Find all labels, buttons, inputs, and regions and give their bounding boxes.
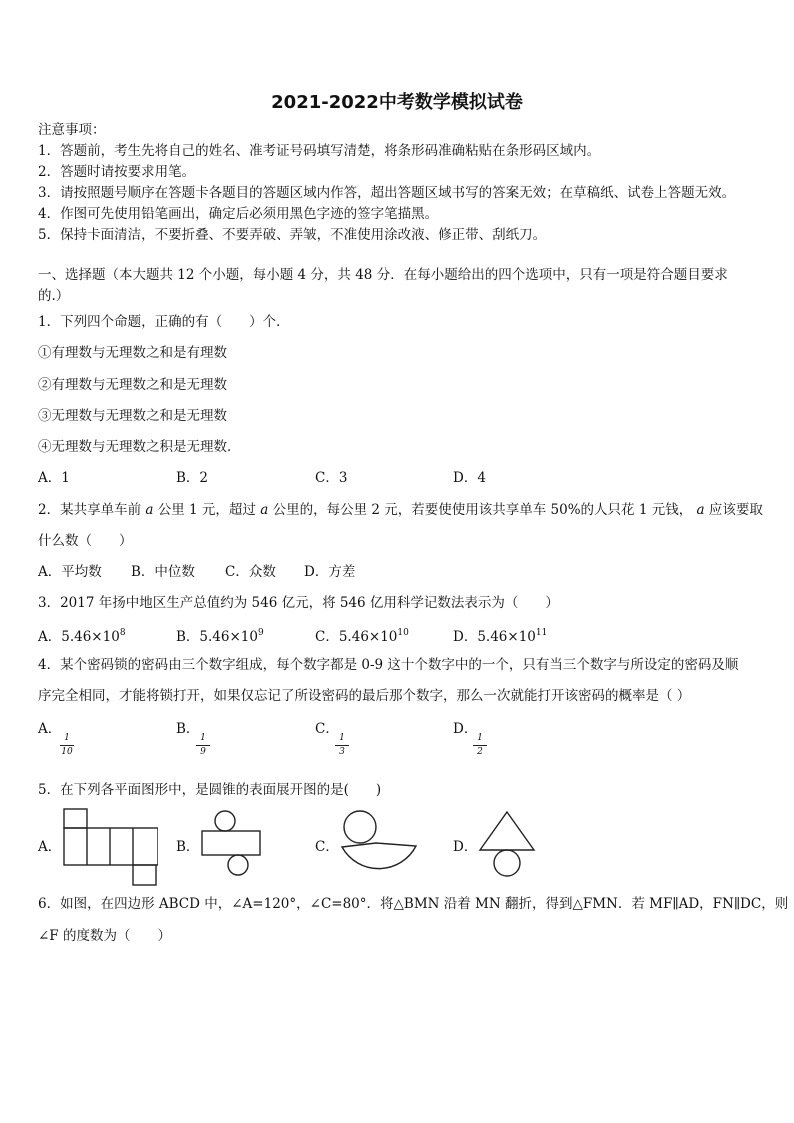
q5-option-b-label: B． <box>176 839 200 855</box>
q3-option-d: D．$5.46\times 10^{11}$ <box>453 628 548 645</box>
q4-option-c-fraction: 1 3 <box>335 733 349 757</box>
q4-option-b-fraction: 1 9 <box>196 733 210 757</box>
q6-stem-line1: 6．如图，在四边形 ABCD 中，∠A=120°，∠C=80°．将△BMN 沿着 MN 翻折，得到△FMN．若 MF∥AD，FN∥DC，则 <box>38 896 789 912</box>
q4-option-c-label: C． <box>315 721 339 737</box>
q2-var-a-2: a <box>260 502 269 518</box>
q1-option-a: A．1 <box>38 470 70 486</box>
section-heading-line2: 的.） <box>38 288 70 304</box>
section-heading-line1: 一、选择题（本大题共 12 个小题，每小题 4 分，共 48 分．在每小题给出的四个选项中，只有一项是符合题目要求 <box>38 267 728 283</box>
q4-stem-line1: 4．某个密码锁的密码由三个数字组成，每个数字都是 0-9 这十个数字中的一个，只有当三个数字与所设定的密码及顺 <box>38 657 739 673</box>
q4-stem-line2: 序完全相同，才能将锁打开，如果仅忘记了所设密码的最后那个数字，那么一次就能打开该密码的概率是（ ） <box>38 688 691 704</box>
q2-option-d: D．方差 <box>304 564 356 580</box>
notice-item-5: 5．保持卡面清洁，不要折叠、不要弄破、弄皱，不准使用涂改液、修正带、刮纸刀。 <box>38 227 547 243</box>
q2-option-c: C．众数 <box>225 564 276 580</box>
q3-stem: 3．2017 年扬中地区生产总值约为 546 亿元，将 546 亿用科学记数法表示为（ ） <box>38 595 559 611</box>
q1-option-c: C．3 <box>315 470 348 486</box>
q1-option-b: B．2 <box>176 470 209 486</box>
q1-statement-3: ③无理数与无理数之和是无理数 <box>38 408 227 424</box>
q3-option-c: C．$5.46\times 10^{10}$ <box>315 628 409 645</box>
notice-item-4: 4．作图可先使用铅笔画出，确定后必须用黑色字迹的签字笔描黑。 <box>38 206 439 222</box>
q2-stem-line1 <box>38 501 763 519</box>
page-title: 2021-2022中考数学模拟试卷 <box>271 92 523 113</box>
q4-option-a-label: A． <box>38 721 62 737</box>
q3-option-a: A．$5.46\times 10^8$ <box>38 628 126 645</box>
q4-option-b-label: B． <box>176 721 200 737</box>
notice-heading: 注意事项： <box>38 122 106 138</box>
q2-option-b: B．中位数 <box>131 564 195 580</box>
q4-option-d-label: D． <box>453 721 478 737</box>
notice-item-3: 3．请按照题号顺序在答题卡各题目的答题区域内作答，超出答题区域书写的答案无效；在草稿纸、试卷上答题无效。 <box>38 185 736 201</box>
q1-statement-4: ④无理数与无理数之积是无理数． <box>38 439 241 455</box>
q5-figure-b-cylinder-net <box>200 810 262 878</box>
q2-stem-part-c: 公里的，每公里 2 元，若要使使用该共享单车 50%的人只花 1 元钱， <box>272 502 693 518</box>
q1-statement-2: ②有理数与无理数之和是无理数 <box>38 377 227 393</box>
q4-option-a-fraction: 1 10 <box>61 733 73 757</box>
q2-stem-part-a: 2．某共享单车前 <box>38 502 142 518</box>
q1-option-d: D．4 <box>453 470 486 486</box>
q5-option-c-label: C． <box>315 839 339 855</box>
q2-stem-part-b: 公里 1 元，超过 <box>157 502 256 518</box>
q5-option-a-label: A． <box>38 839 62 855</box>
q3-option-b: B．$5.46\times 10^9$ <box>176 628 264 645</box>
q1-statement-1: ①有理数与无理数之和是有理数 <box>38 345 227 361</box>
q6-stem-line2: ∠F 的度数为（ ） <box>38 928 171 944</box>
q5-figure-c-cone-net <box>338 810 418 882</box>
q2-option-a: A．平均数 <box>38 564 102 580</box>
q5-figure-d-triangle-circle <box>476 810 538 878</box>
q2-stem-line2: 什么数（ ） <box>38 533 133 549</box>
q4-option-d-fraction: 1 2 <box>473 733 487 757</box>
notice-item-1: 1．答题前，考生先将自己的姓名、准考证号码填写清楚，将条形码准确粘贴在条形码区域内。 <box>38 143 601 159</box>
q5-figure-a-cube-net <box>62 808 158 886</box>
q2-var-a-1: a <box>145 502 154 518</box>
q5-option-d-label: D． <box>453 839 478 855</box>
q2-stem-part-d: 应该要取 <box>708 502 763 518</box>
q1-stem: 1．下列四个命题，正确的有（ ）个． <box>38 314 290 330</box>
q2-var-a-3: a <box>696 502 705 518</box>
notice-item-2: 2．答题时请按要求用笔。 <box>38 164 196 180</box>
q5-stem: 5．在下列各平面图形中，是圆锥的表面展开图的是( ) <box>38 782 382 798</box>
